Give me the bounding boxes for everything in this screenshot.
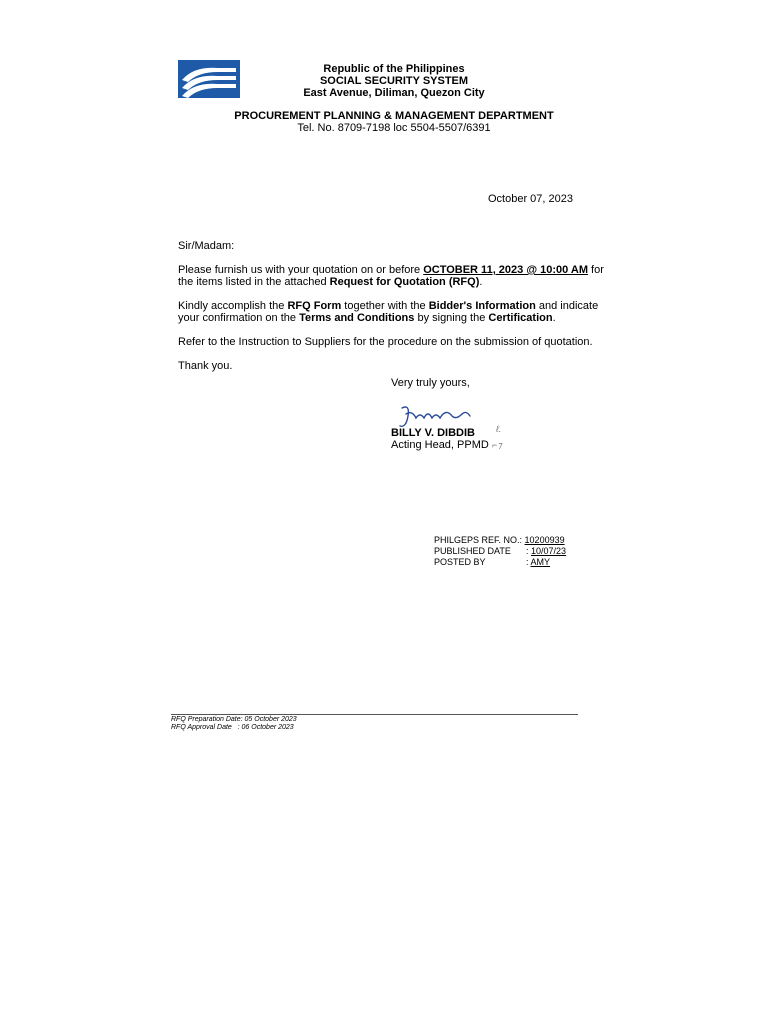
published-row: PUBLISHED DATE : 10/07/23 [434,546,567,556]
header-address: East Avenue, Diliman, Quezon City [303,87,485,99]
posted-row: POSTED BY : AMY [434,557,551,567]
philgeps-label: PHILGEPS REF. NO.: [434,535,523,545]
closing: Very truly yours, [391,377,470,389]
p2-text-b: together with the [341,300,429,312]
footer-prep-date: RFQ Preparation Date: 05 October 2023 [171,716,297,723]
sss-logo-icon [178,60,240,98]
signer-title: Acting Head, PPMD [391,439,489,451]
p1-text-c: the items listed in the attached [178,276,330,288]
terms-and-conditions: Terms and Conditions [299,312,415,324]
p1-text-b: for [588,264,604,276]
p2-end: . [552,312,556,324]
certification: Certification [488,312,553,324]
footer-divider [171,714,578,715]
header-tel: Tel. No. 8709-7198 loc 5504-5507/6391 [297,122,491,134]
published-label: PUBLISHED DATE [434,546,511,556]
signer-name: BILLY V. DIBDIB [391,427,475,439]
p2-text-a: Kindly accomplish the [178,300,288,312]
letter-date: October 07, 2023 [488,193,574,205]
p1-text-a: Please furnish us with your quotation on or before [178,264,424,276]
header-republic: Republic of the Philippines [323,63,465,75]
p2-text-d: your confirmation on the [178,312,300,324]
posted-value: AMY [530,557,551,567]
bidders-information: Bidder's Information [428,300,536,312]
header-sss: SOCIAL SECURITY SYSTEM [319,75,469,87]
philgeps-row [434,535,565,546]
philgeps-value: 10200939 [524,535,565,545]
p1-end: . [479,276,483,288]
salutation: Sir/Madam: [178,240,235,252]
p2-text-c: and indicate [535,300,599,312]
rfq-reference: Request for Quotation (RFQ) [329,276,480,288]
published-value: 10/07/23 [531,546,567,556]
footer-approval-date: RFQ Approval Date : 06 October 2023 [171,724,294,731]
thank-you: Thank you. [178,360,233,372]
paragraph-instructions [178,300,608,324]
initial-mark-1: ℓ. [496,424,502,434]
header-department: PROCUREMENT PLANNING & MANAGEMENT DEPARTMENT [234,110,554,122]
p2-text-e: by signing the [414,312,489,324]
paragraph-deadline [178,264,608,288]
rfq-form: RFQ Form [287,300,342,312]
deadline: OCTOBER 11, 2023 @ 10:00 AM [423,264,588,276]
paragraph-refer: Refer to the Instruction to Suppliers for the procedure on the submission of quotation. [178,336,593,348]
posted-label: POSTED BY [434,557,486,567]
initial-mark-2: ⌐⁊ [492,440,502,450]
